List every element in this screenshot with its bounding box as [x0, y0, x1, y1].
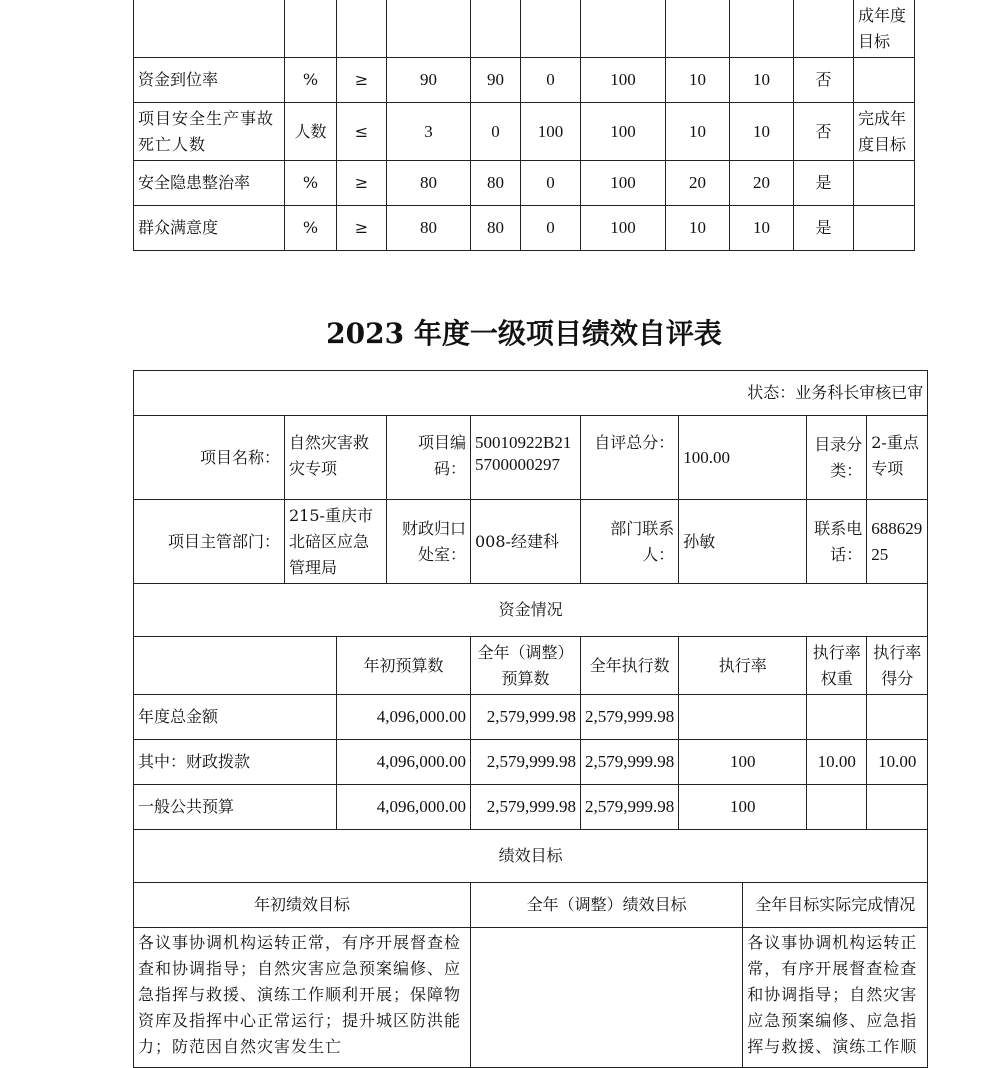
col-header: 执行率 — [679, 637, 807, 695]
adjusted-goal-text — [471, 928, 743, 1068]
table-row — [134, 695, 928, 740]
indicator-table — [133, 0, 915, 251]
score-cell: 10 — [730, 206, 794, 251]
section-header — [134, 584, 928, 637]
finance-label: 财政归口处室： — [387, 500, 471, 584]
table-row — [134, 0, 915, 58]
flag-cell: 否 — [794, 58, 854, 103]
evaluation-table — [133, 370, 928, 1068]
indicator-name: 安全隐患整治率 — [134, 161, 285, 206]
note-cell — [854, 161, 915, 206]
deviation-cell: 0 — [521, 206, 581, 251]
actual-cell: 80 — [471, 161, 521, 206]
target-cell: 80 — [387, 161, 471, 206]
row-label: 其中：财政拨款 — [134, 740, 337, 785]
category: 2-重点专项 — [867, 416, 928, 500]
adjusted-budget: 2,579,999.98 — [471, 695, 581, 740]
adjusted-budget: 2,579,999.98 — [471, 740, 581, 785]
note-cell — [854, 58, 915, 103]
goals-content-row — [134, 928, 928, 1068]
executed-amount: 2,579,999.98 — [581, 695, 679, 740]
actual-cell: 90 — [471, 58, 521, 103]
executed-amount: 2,579,999.98 — [581, 785, 679, 830]
dept: 215-重庆市北碚区应急管理局 — [285, 500, 387, 584]
rate-cell: 100 — [581, 206, 666, 251]
actual-cell: 0 — [471, 103, 521, 161]
table-row — [134, 58, 915, 103]
phone-label: 联系电话： — [807, 500, 867, 584]
status-row — [134, 371, 928, 416]
project-name: 自然灾害救灾专项 — [285, 416, 387, 500]
deviation-cell: 0 — [521, 58, 581, 103]
contact: 孙敏 — [679, 500, 807, 584]
deviation-cell: 100 — [521, 103, 581, 161]
contact-label: 部门联系人： — [581, 500, 679, 584]
initial-goal-text: 各议事协调机构运转正常，有序开展督查检查和协调指导；自然灾害应急预案编修、应急指挥与救援、演练工作顺利开展；保障物资库及指挥中心正常运行；提升城区防洪能力；防范因自然灾害发生亡 — [134, 928, 471, 1068]
operator-cell: ≥ — [337, 206, 387, 251]
weight-cell: 20 — [666, 161, 730, 206]
flag-cell: 是 — [794, 161, 854, 206]
page-title: 2023 年度一级项目绩效自评表 — [326, 317, 722, 350]
table-row — [134, 785, 928, 830]
indicator-name: 群众满意度 — [134, 206, 285, 251]
exec-rate: 100 — [679, 785, 807, 830]
self-score-label: 自评总分： — [581, 416, 679, 500]
unit-cell: % — [285, 161, 337, 206]
self-score: 100.00 — [679, 416, 807, 500]
flag-cell: 否 — [794, 103, 854, 161]
indicator-name: 资金到位率 — [134, 58, 285, 103]
operator-cell: ≤ — [337, 103, 387, 161]
row-label: 年度总金额 — [134, 695, 337, 740]
info-row — [134, 416, 928, 500]
rate-cell: 100 — [581, 161, 666, 206]
finance: 008-经建科 — [471, 500, 581, 584]
initial-budget: 4,096,000.00 — [337, 740, 471, 785]
deviation-cell: 0 — [521, 161, 581, 206]
col-header: 年初绩效目标 — [134, 883, 471, 928]
funds-section-title: 资金情况 — [134, 584, 928, 637]
rate-cell: 100 — [581, 103, 666, 161]
adjusted-budget: 2,579,999.98 — [471, 785, 581, 830]
unit-cell: % — [285, 206, 337, 251]
flag-cell: 是 — [794, 206, 854, 251]
target-cell: 80 — [387, 206, 471, 251]
col-header: 执行率权重 — [807, 637, 867, 695]
executed-amount: 2,579,999.98 — [581, 740, 679, 785]
weight-cell: 10 — [666, 206, 730, 251]
exec-weight — [807, 695, 867, 740]
col-header: 全年（调整）预算数 — [471, 637, 581, 695]
funds-header-row — [134, 637, 928, 695]
col-header: 全年目标实际完成情况 — [743, 883, 928, 928]
initial-budget: 4,096,000.00 — [337, 785, 471, 830]
row-label: 一般公共预算 — [134, 785, 337, 830]
category-label: 目录分类： — [807, 416, 867, 500]
actual-completion-text: 各议事协调机构运转正常，有序开展督查检查和协调指导；自然灾害应急预案编修、应急指挥与救援、演练工作顺 — [743, 928, 928, 1068]
weight-cell: 10 — [666, 58, 730, 103]
dept-label: 项目主管部门： — [134, 500, 285, 584]
table-row — [134, 103, 915, 161]
actual-cell: 80 — [471, 206, 521, 251]
info-row — [134, 500, 928, 584]
goals-section-title: 绩效目标 — [134, 830, 928, 883]
table-row — [134, 161, 915, 206]
exec-rate — [679, 695, 807, 740]
score-cell: 10 — [730, 103, 794, 161]
note-cell: 完成年度目标 — [854, 103, 915, 161]
score-cell: 10 — [730, 58, 794, 103]
target-cell: 90 — [387, 58, 471, 103]
exec-rate: 100 — [679, 740, 807, 785]
exec-weight — [807, 785, 867, 830]
status-text: 状态：业务科长审核已审 — [134, 371, 928, 416]
section-header — [134, 830, 928, 883]
col-header: 全年（调整）绩效目标 — [471, 883, 743, 928]
goals-header-row — [134, 883, 928, 928]
phone: 68862925 — [867, 500, 928, 584]
exec-score — [867, 695, 928, 740]
exec-score — [867, 785, 928, 830]
exec-weight: 10.00 — [807, 740, 867, 785]
note-cell: 成年度目标 — [854, 0, 915, 58]
target-cell: 3 — [387, 103, 471, 161]
operator-cell: ≥ — [337, 161, 387, 206]
score-cell: 20 — [730, 161, 794, 206]
rate-cell: 100 — [581, 58, 666, 103]
initial-budget: 4,096,000.00 — [337, 695, 471, 740]
weight-cell: 10 — [666, 103, 730, 161]
table-row — [134, 206, 915, 251]
project-code: 50010922B215700000297 — [471, 416, 581, 500]
exec-score: 10.00 — [867, 740, 928, 785]
unit-cell: 人数 — [285, 103, 337, 161]
indicator-name: 项目安全生产事故死亡人数 — [134, 103, 285, 161]
col-header: 年初预算数 — [337, 637, 471, 695]
note-cell — [854, 206, 915, 251]
unit-cell: % — [285, 58, 337, 103]
operator-cell: ≥ — [337, 58, 387, 103]
col-header: 执行率得分 — [867, 637, 928, 695]
col-header: 全年执行数 — [581, 637, 679, 695]
project-name-label: 项目名称： — [134, 416, 285, 500]
table-row — [134, 740, 928, 785]
project-code-label: 项目编码： — [387, 416, 471, 500]
